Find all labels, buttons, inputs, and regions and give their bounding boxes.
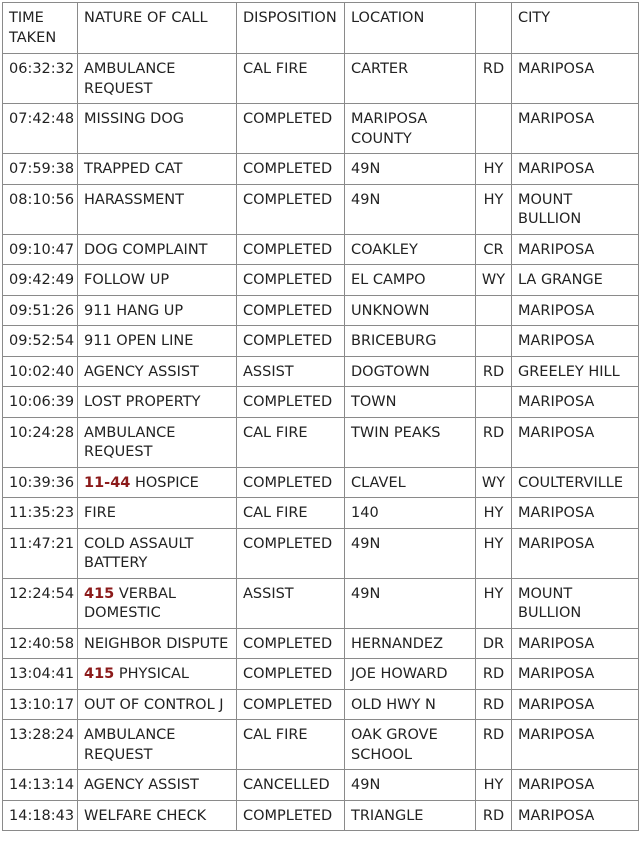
cell-city: LA GRANGE bbox=[512, 265, 639, 296]
cell-nature bbox=[78, 387, 237, 418]
cell-disposition: CAL FIRE bbox=[237, 498, 345, 529]
cell-suffix: HY bbox=[476, 528, 512, 578]
table-row bbox=[3, 234, 639, 265]
header-location: LOCATION bbox=[345, 3, 476, 54]
cell-location: DOGTOWN bbox=[345, 356, 476, 387]
table-row bbox=[3, 498, 639, 529]
cell-city: MARIPOSA bbox=[512, 387, 639, 418]
cell-nature bbox=[78, 184, 237, 234]
cell-suffix: RD bbox=[476, 800, 512, 831]
cell-time: 09:42:49 bbox=[3, 265, 78, 296]
table-row bbox=[3, 578, 639, 628]
cell-location: OLD HWY N bbox=[345, 689, 476, 720]
cell-city: MARIPOSA bbox=[512, 417, 639, 467]
cell-city: MARIPOSA bbox=[512, 628, 639, 659]
cell-time: 10:39:36 bbox=[3, 467, 78, 498]
cell-time: 12:40:58 bbox=[3, 628, 78, 659]
cell-suffix: HY bbox=[476, 154, 512, 185]
cell-time: 14:18:43 bbox=[3, 800, 78, 831]
table-row bbox=[3, 387, 639, 418]
cell-suffix: RD bbox=[476, 54, 512, 104]
cell-disposition: ASSIST bbox=[237, 578, 345, 628]
table-row bbox=[3, 265, 639, 296]
cell-disposition: ASSIST bbox=[237, 356, 345, 387]
cell-nature bbox=[78, 154, 237, 185]
nature-text: FOLLOW UP bbox=[84, 272, 170, 288]
cell-disposition: COMPLETED bbox=[237, 467, 345, 498]
cell-location: UNKNOWN bbox=[345, 295, 476, 326]
nature-text: HOSPICE bbox=[134, 474, 199, 491]
cell-city: MARIPOSA bbox=[512, 770, 639, 801]
table-row bbox=[3, 800, 639, 831]
cell-time: 14:13:14 bbox=[3, 770, 78, 801]
nature-text: HARASSMENT bbox=[84, 191, 185, 208]
nature-text: AGENCY ASSIST bbox=[84, 777, 199, 793]
cell-nature bbox=[78, 689, 237, 720]
cell-disposition: CANCELLED bbox=[237, 770, 345, 801]
table-row bbox=[3, 467, 639, 498]
cell-suffix: HY bbox=[476, 184, 512, 234]
cell-location: TRIANGLE bbox=[345, 800, 476, 831]
cell-nature bbox=[78, 770, 237, 801]
cell-location: HERNANDEZ bbox=[345, 628, 476, 659]
cell-suffix: RD bbox=[476, 689, 512, 720]
header-time: TIME TAKEN bbox=[3, 3, 78, 54]
call-code: 415 bbox=[84, 585, 115, 602]
nature-text: VERBAL DOMESTIC bbox=[84, 585, 176, 621]
cell-city: MARIPOSA bbox=[512, 498, 639, 529]
cell-suffix: HY bbox=[476, 770, 512, 801]
cell-suffix: HY bbox=[476, 578, 512, 628]
cell-city: GREELEY HILL bbox=[512, 356, 639, 387]
cell-suffix: HY bbox=[476, 498, 512, 529]
cell-suffix: WY bbox=[476, 467, 512, 498]
cell-location: 49N bbox=[345, 578, 476, 628]
cell-suffix bbox=[476, 326, 512, 357]
cell-time: 07:42:48 bbox=[3, 104, 78, 154]
cell-disposition: COMPLETED bbox=[237, 528, 345, 578]
table-row bbox=[3, 659, 639, 690]
cell-location: TOWN bbox=[345, 387, 476, 418]
cell-nature bbox=[78, 628, 237, 659]
cell-suffix: WY bbox=[476, 265, 512, 296]
cell-location: CARTER bbox=[345, 54, 476, 104]
nature-text: AGENCY ASSIST bbox=[84, 363, 199, 380]
cell-nature bbox=[78, 326, 237, 357]
cell-suffix: RD bbox=[476, 356, 512, 387]
cell-disposition: COMPLETED bbox=[237, 628, 345, 659]
table-row bbox=[3, 184, 639, 234]
cell-city: MOUNT BULLION bbox=[512, 184, 639, 234]
cell-city: MOUNT BULLION bbox=[512, 578, 639, 628]
table-row bbox=[3, 770, 639, 801]
header-city: CITY bbox=[512, 3, 639, 54]
call-log-table bbox=[2, 2, 639, 831]
cell-time: 08:10:56 bbox=[3, 184, 78, 234]
cell-time: 09:10:47 bbox=[3, 234, 78, 265]
cell-nature bbox=[78, 356, 237, 387]
cell-nature bbox=[78, 659, 237, 690]
call-code: 11-44 bbox=[84, 474, 131, 491]
nature-text: 911 HANG UP bbox=[84, 302, 184, 319]
cell-city: MARIPOSA bbox=[512, 54, 639, 104]
table-row bbox=[3, 720, 639, 770]
cell-city: MARIPOSA bbox=[512, 154, 639, 185]
table-row bbox=[3, 154, 639, 185]
cell-location: EL CAMPO bbox=[345, 265, 476, 296]
cell-nature bbox=[78, 265, 237, 296]
nature-text: PHYSICAL bbox=[118, 666, 189, 682]
header-nature: NATURE OF CALL bbox=[78, 3, 237, 54]
cell-location: TWIN PEAKS bbox=[345, 417, 476, 467]
cell-time: 10:02:40 bbox=[3, 356, 78, 387]
cell-disposition: CAL FIRE bbox=[237, 417, 345, 467]
cell-disposition: COMPLETED bbox=[237, 387, 345, 418]
cell-location: 49N bbox=[345, 528, 476, 578]
cell-nature bbox=[78, 295, 237, 326]
cell-disposition: COMPLETED bbox=[237, 295, 345, 326]
nature-text: FIRE bbox=[84, 505, 116, 521]
table-row bbox=[3, 628, 639, 659]
cell-suffix: RD bbox=[476, 417, 512, 467]
table-row bbox=[3, 528, 639, 578]
cell-nature bbox=[78, 720, 237, 770]
cell-time: 06:32:32 bbox=[3, 54, 78, 104]
cell-city: MARIPOSA bbox=[512, 104, 639, 154]
table-row bbox=[3, 326, 639, 357]
cell-time: 13:10:17 bbox=[3, 689, 78, 720]
table-row bbox=[3, 356, 639, 387]
nature-text: DOG COMPLAINT bbox=[84, 241, 208, 258]
cell-nature bbox=[78, 104, 237, 154]
cell-disposition: COMPLETED bbox=[237, 326, 345, 357]
cell-disposition: COMPLETED bbox=[237, 659, 345, 690]
table-row bbox=[3, 104, 639, 154]
cell-suffix bbox=[476, 295, 512, 326]
cell-disposition: COMPLETED bbox=[237, 689, 345, 720]
cell-disposition: CAL FIRE bbox=[237, 54, 345, 104]
cell-suffix bbox=[476, 387, 512, 418]
cell-city: MARIPOSA bbox=[512, 528, 639, 578]
cell-time: 13:28:24 bbox=[3, 720, 78, 770]
cell-suffix bbox=[476, 104, 512, 154]
cell-location: 140 bbox=[345, 498, 476, 529]
cell-city: MARIPOSA bbox=[512, 326, 639, 357]
cell-nature bbox=[78, 800, 237, 831]
table-row bbox=[3, 54, 639, 104]
cell-location: MARIPOSA COUNTY bbox=[345, 104, 476, 154]
cell-time: 12:24:54 bbox=[3, 578, 78, 628]
nature-text: TRAPPED CAT bbox=[84, 161, 183, 177]
cell-location: 49N bbox=[345, 154, 476, 185]
cell-city: COULTERVILLE bbox=[512, 467, 639, 498]
cell-location: OAK GROVE SCHOOL bbox=[345, 720, 476, 770]
cell-time: 10:06:39 bbox=[3, 387, 78, 418]
table-row bbox=[3, 295, 639, 326]
cell-nature bbox=[78, 417, 237, 467]
cell-disposition: COMPLETED bbox=[237, 265, 345, 296]
cell-time: 10:24:28 bbox=[3, 417, 78, 467]
cell-nature bbox=[78, 467, 237, 498]
cell-location: JOE HOWARD bbox=[345, 659, 476, 690]
cell-disposition: COMPLETED bbox=[237, 104, 345, 154]
header-suffix bbox=[476, 3, 512, 54]
cell-city: MARIPOSA bbox=[512, 295, 639, 326]
cell-disposition: CAL FIRE bbox=[237, 720, 345, 770]
nature-text: AMBULANCE REQUEST bbox=[84, 727, 176, 763]
cell-location: COAKLEY bbox=[345, 234, 476, 265]
cell-time: 07:59:38 bbox=[3, 154, 78, 185]
cell-nature bbox=[78, 54, 237, 104]
cell-city: MARIPOSA bbox=[512, 689, 639, 720]
cell-nature bbox=[78, 234, 237, 265]
cell-nature bbox=[78, 498, 237, 529]
nature-text: NEIGHBOR DISPUTE bbox=[84, 635, 229, 652]
cell-location: BRICEBURG bbox=[345, 326, 476, 357]
cell-suffix: RD bbox=[476, 720, 512, 770]
cell-nature bbox=[78, 578, 237, 628]
call-log-body bbox=[3, 3, 639, 831]
cell-time: 09:51:26 bbox=[3, 295, 78, 326]
cell-disposition: COMPLETED bbox=[237, 184, 345, 234]
nature-text: AMBULANCE REQUEST bbox=[84, 424, 176, 460]
header-row bbox=[3, 3, 639, 54]
nature-text: WELFARE CHECK bbox=[84, 807, 207, 824]
cell-time: 11:47:21 bbox=[3, 528, 78, 578]
cell-suffix: CR bbox=[476, 234, 512, 265]
nature-text: OUT OF CONTROL J bbox=[84, 696, 224, 713]
nature-text: COLD ASSAULT BATTERY bbox=[84, 535, 194, 571]
cell-suffix: RD bbox=[476, 659, 512, 690]
cell-location: 49N bbox=[345, 770, 476, 801]
table-row bbox=[3, 417, 639, 467]
cell-disposition: COMPLETED bbox=[237, 234, 345, 265]
cell-city: MARIPOSA bbox=[512, 659, 639, 690]
cell-nature bbox=[78, 528, 237, 578]
header-disposition: DISPOSITION bbox=[237, 3, 345, 54]
cell-city: MARIPOSA bbox=[512, 720, 639, 770]
cell-city: MARIPOSA bbox=[512, 234, 639, 265]
nature-text: 911 OPEN LINE bbox=[84, 333, 194, 349]
cell-disposition: COMPLETED bbox=[237, 800, 345, 831]
cell-time: 11:35:23 bbox=[3, 498, 78, 529]
nature-text: MISSING DOG bbox=[84, 111, 184, 127]
cell-suffix: DR bbox=[476, 628, 512, 659]
cell-city: MARIPOSA bbox=[512, 800, 639, 831]
cell-location: 49N bbox=[345, 184, 476, 234]
nature-text: LOST PROPERTY bbox=[84, 394, 201, 410]
call-code: 415 bbox=[84, 666, 115, 682]
nature-text: AMBULANCE REQUEST bbox=[84, 61, 176, 97]
cell-location: CLAVEL bbox=[345, 467, 476, 498]
table-row bbox=[3, 689, 639, 720]
cell-disposition: COMPLETED bbox=[237, 154, 345, 185]
cell-time: 09:52:54 bbox=[3, 326, 78, 357]
cell-time: 13:04:41 bbox=[3, 659, 78, 690]
